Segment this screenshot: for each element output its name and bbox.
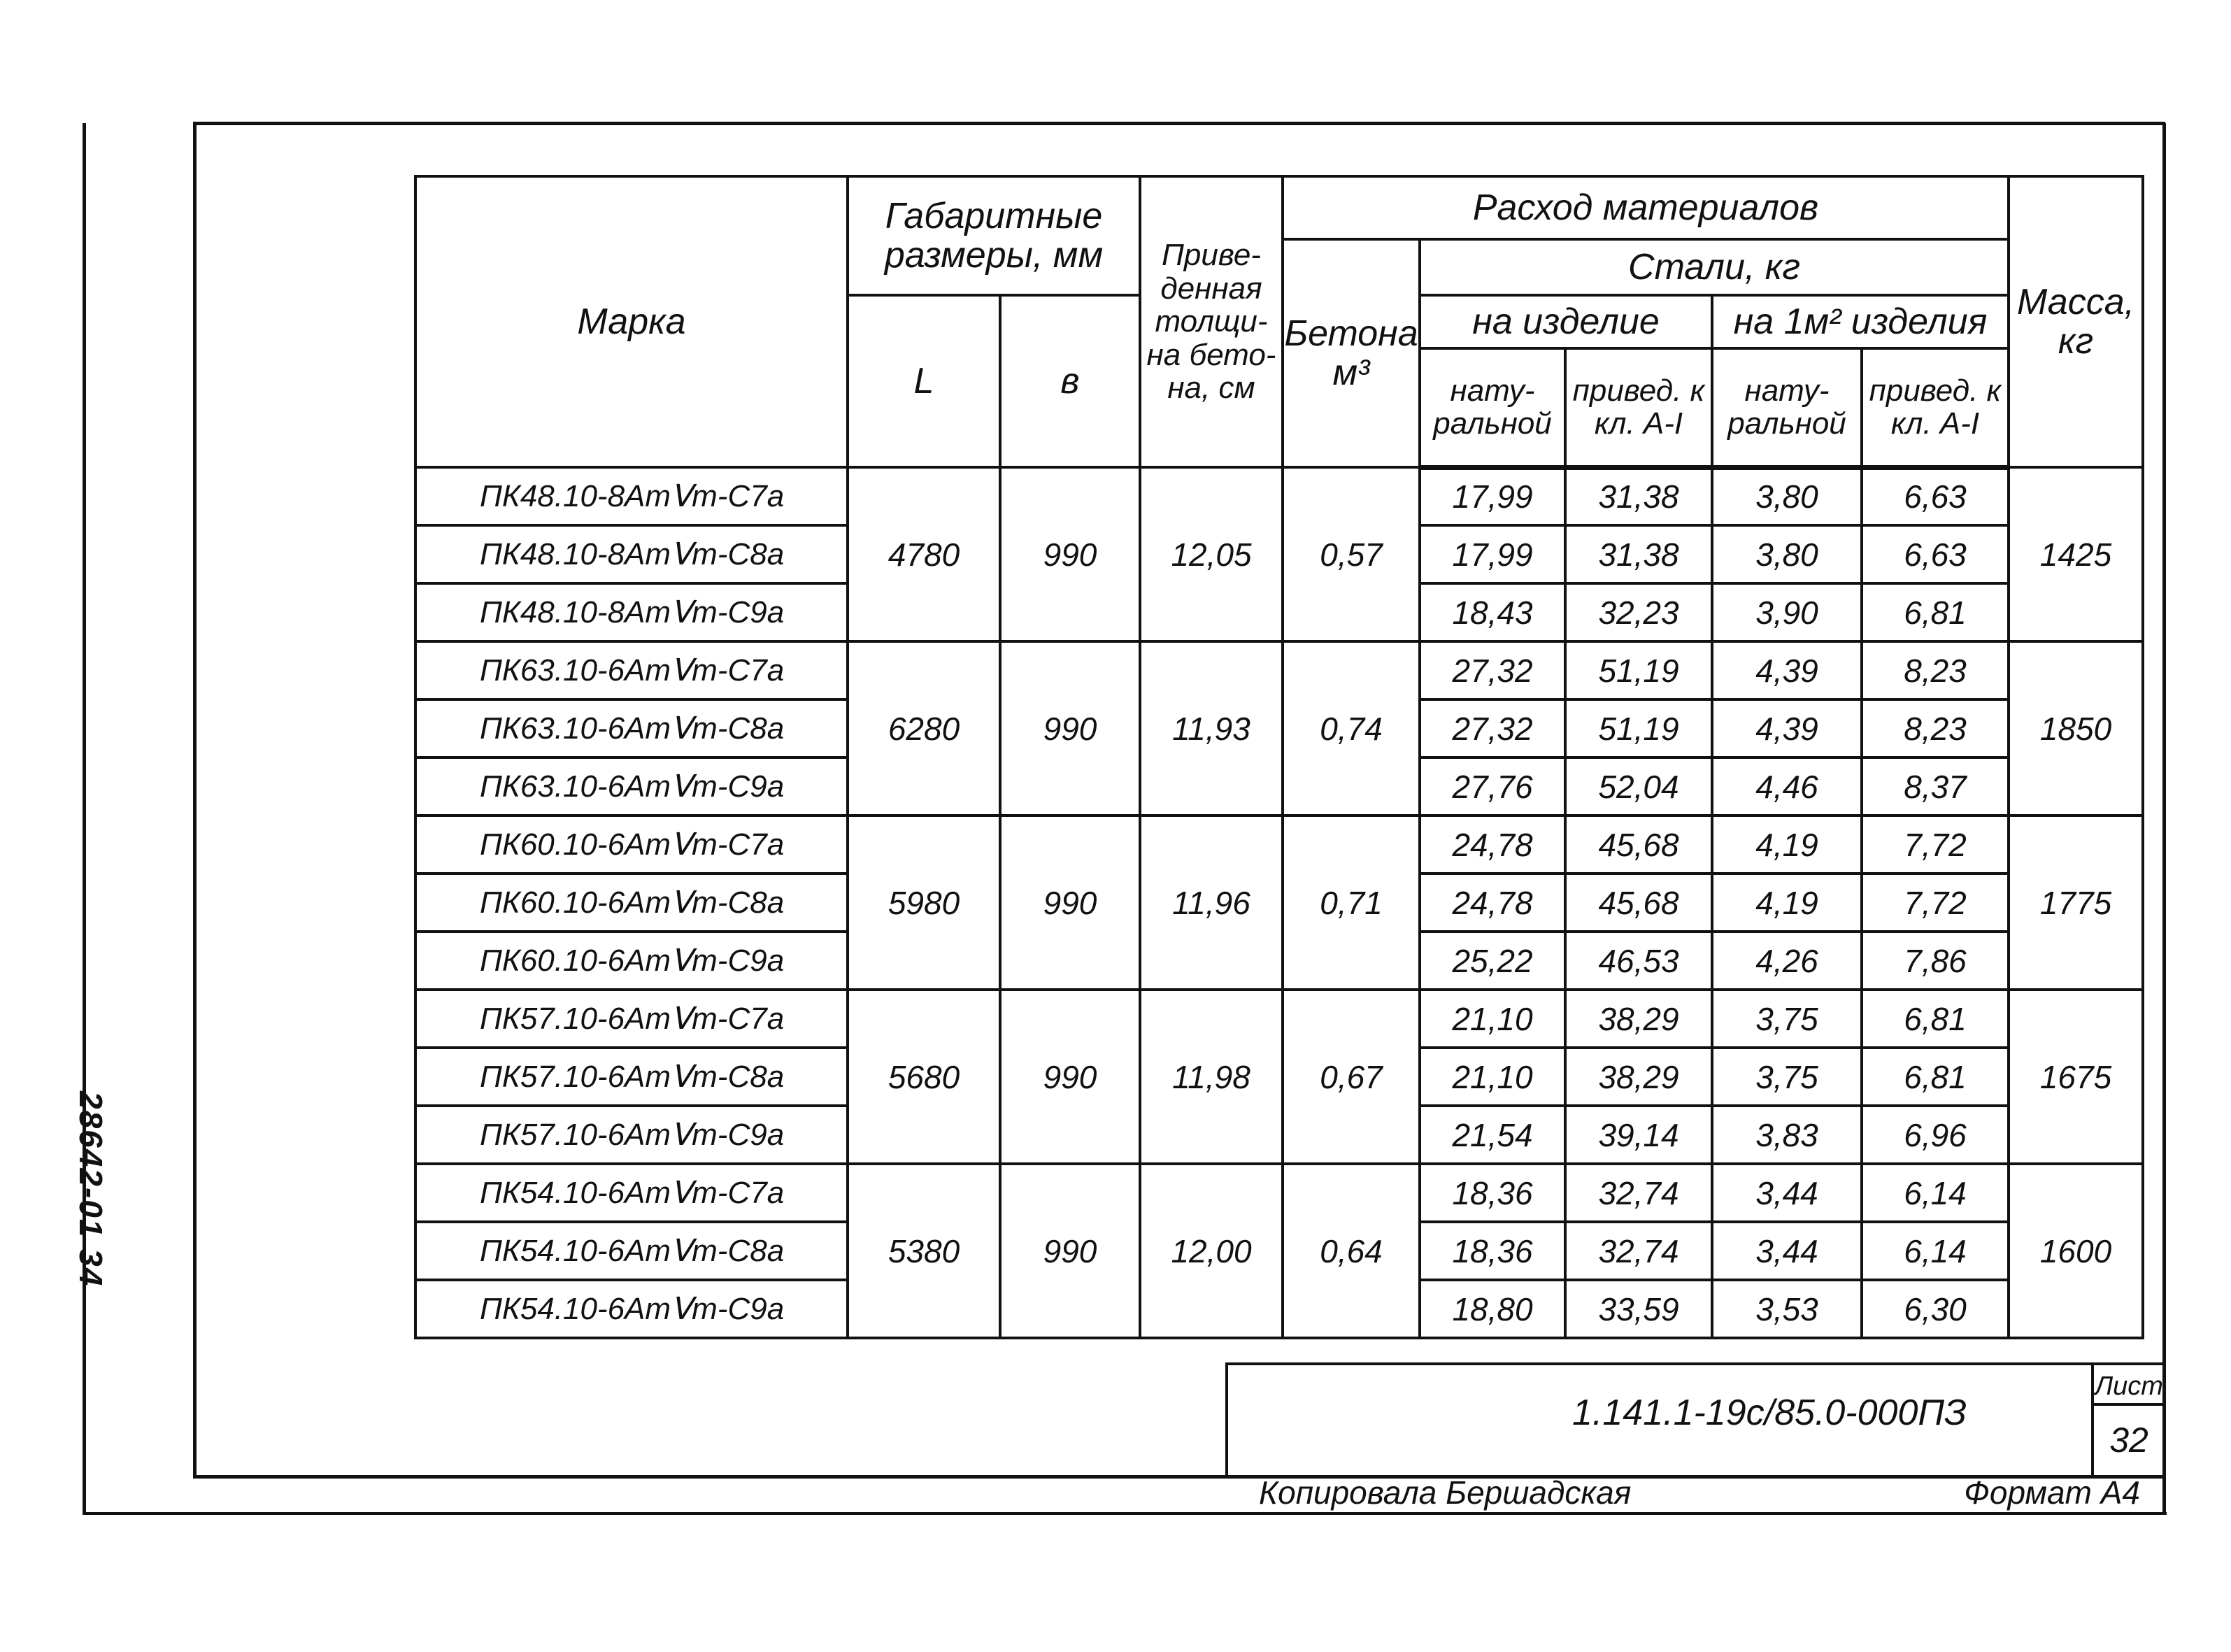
cell-m2-reduced: 6,81	[1862, 583, 2009, 641]
document-code: 1.141.1-19с/85.0-000ПЗ	[1572, 1393, 1967, 1433]
cell-mark: ПК54.10-6АтⅤт-С8а	[415, 1222, 848, 1280]
cell-m2-reduced: 6,14	[1862, 1222, 2009, 1280]
header-mark: Марка	[415, 176, 848, 467]
header-reduced-m2: привед. к кл. A-I	[1862, 348, 2009, 467]
cell-steel-reduced: 32,23	[1565, 583, 1712, 641]
cell-m2-reduced: 6,14	[1862, 1164, 2009, 1222]
header-materials: Расход материалов	[1283, 176, 2009, 239]
cell-m2-natural: 4,39	[1712, 699, 1862, 757]
cell-mark: ПК57.10-6АтⅤт-С9а	[415, 1106, 848, 1164]
cell-steel-reduced: 38,29	[1565, 990, 1712, 1048]
cell-thickness: 11,93	[1140, 641, 1283, 816]
cell-mark: ПК60.10-6АтⅤт-С7а	[415, 816, 848, 874]
cell-mass: 1775	[2009, 816, 2143, 990]
cell-concrete: 0,67	[1283, 990, 1420, 1164]
cell-m2-reduced: 6,81	[1862, 990, 2009, 1048]
cell-steel-reduced: 45,68	[1565, 816, 1712, 874]
cell-m2-natural: 4,26	[1712, 932, 1862, 990]
cell-mark: ПК57.10-6АтⅤт-С8а	[415, 1048, 848, 1106]
cell-steel-reduced: 46,53	[1565, 932, 1712, 990]
cell-mass: 1425	[2009, 467, 2143, 641]
cell-m2-reduced: 6,96	[1862, 1106, 2009, 1164]
sheet-frame-right	[2162, 123, 2166, 1515]
cell-steel-reduced: 33,59	[1565, 1280, 1712, 1338]
header-width: в	[1000, 295, 1140, 467]
cell-m2-reduced: 6,63	[1862, 467, 2009, 525]
cell-mark: ПК63.10-6АтⅤт-С9а	[415, 757, 848, 816]
cell-thickness: 12,00	[1140, 1164, 1283, 1338]
format-label: Формат А4	[1964, 1474, 2140, 1511]
header-natural-m2: нату-ральной	[1712, 348, 1862, 467]
cell-width: 990	[1000, 990, 1140, 1164]
cell-length: 6280	[848, 641, 1000, 816]
cell-steel-reduced: 51,19	[1565, 641, 1712, 699]
cell-steel-natural: 18,43	[1420, 583, 1565, 641]
cell-thickness: 11,98	[1140, 990, 1283, 1164]
cell-steel-natural: 25,22	[1420, 932, 1565, 990]
cell-steel-natural: 21,10	[1420, 1048, 1565, 1106]
table-row	[415, 816, 2143, 874]
cell-m2-natural: 3,90	[1712, 583, 1862, 641]
header-reduced-item: привед. к кл. A-I	[1565, 348, 1712, 467]
cell-width: 990	[1000, 467, 1140, 641]
cell-steel-natural: 17,99	[1420, 467, 1565, 525]
cell-m2-natural: 3,44	[1712, 1164, 1862, 1222]
cell-steel-natural: 21,54	[1420, 1106, 1565, 1164]
cell-thickness: 11,96	[1140, 816, 1283, 990]
cell-steel-natural: 27,32	[1420, 699, 1565, 757]
binding-margin-line	[83, 123, 86, 1515]
cell-steel-natural: 27,76	[1420, 757, 1565, 816]
cell-length: 5380	[848, 1164, 1000, 1338]
cell-length: 5680	[848, 990, 1000, 1164]
cell-m2-natural: 3,83	[1712, 1106, 1862, 1164]
header-per-item: на изделие	[1420, 295, 1712, 348]
inventory-number: 28642-01 34	[73, 1091, 109, 1288]
cell-width: 990	[1000, 816, 1140, 990]
cell-m2-natural: 4,39	[1712, 641, 1862, 699]
table-row	[415, 467, 2143, 525]
cell-steel-reduced: 52,04	[1565, 757, 1712, 816]
cell-steel-reduced: 38,29	[1565, 1048, 1712, 1106]
cell-length: 5980	[848, 816, 1000, 990]
cell-steel-reduced: 51,19	[1565, 699, 1712, 757]
cell-m2-natural: 3,80	[1712, 525, 1862, 583]
cell-concrete: 0,74	[1283, 641, 1420, 816]
copied-by-note: Копировала Бершадская	[1259, 1474, 1632, 1511]
cell-mass: 1600	[2009, 1164, 2143, 1338]
cell-steel-natural: 21,10	[1420, 990, 1565, 1048]
cell-steel-natural: 18,36	[1420, 1222, 1565, 1280]
cell-steel-natural: 24,78	[1420, 816, 1565, 874]
cell-m2-reduced: 7,72	[1862, 874, 2009, 932]
cell-steel-natural: 27,32	[1420, 641, 1565, 699]
cell-m2-reduced: 6,30	[1862, 1280, 2009, 1338]
cell-concrete: 0,57	[1283, 467, 1420, 641]
header-thickness: Приве-денная толщи-на бето-на, см	[1140, 176, 1283, 467]
header-mass: Масса, кг	[2009, 176, 2143, 467]
cell-m2-reduced: 6,81	[1862, 1048, 2009, 1106]
sheet-bottom-line	[83, 1512, 2167, 1515]
cell-m2-natural: 3,75	[1712, 1048, 1862, 1106]
sheet-number: 32	[2109, 1420, 2148, 1460]
cell-m2-reduced: 8,37	[1862, 757, 2009, 816]
cell-m2-natural: 3,44	[1712, 1222, 1862, 1280]
cell-steel-reduced: 39,14	[1565, 1106, 1712, 1164]
cell-length: 4780	[848, 467, 1000, 641]
cell-m2-natural: 4,19	[1712, 874, 1862, 932]
cell-width: 990	[1000, 1164, 1140, 1338]
cell-mark: ПК54.10-6АтⅤт-С9а	[415, 1280, 848, 1338]
cell-m2-reduced: 8,23	[1862, 699, 2009, 757]
materials-table	[414, 175, 2144, 1339]
cell-mark: ПК48.10-8АтⅤт-С9а	[415, 583, 848, 641]
cell-mark: ПК60.10-6АтⅤт-С8а	[415, 874, 848, 932]
cell-steel-natural: 18,36	[1420, 1164, 1565, 1222]
cell-mass: 1675	[2009, 990, 2143, 1164]
header-concrete: Бетона м³	[1283, 239, 1420, 467]
cell-concrete: 0,71	[1283, 816, 1420, 990]
cell-thickness: 12,05	[1140, 467, 1283, 641]
cell-steel-reduced: 32,74	[1565, 1222, 1712, 1280]
cell-width: 990	[1000, 641, 1140, 816]
header-per-m2: на 1м² изделия	[1712, 295, 2009, 348]
cell-mark: ПК57.10-6АтⅤт-С7а	[415, 990, 848, 1048]
cell-m2-reduced: 7,86	[1862, 932, 2009, 990]
sheet-label: Лист	[2094, 1367, 2164, 1406]
cell-mark: ПК63.10-6АтⅤт-С8а	[415, 699, 848, 757]
cell-mark: ПК63.10-6АтⅤт-С7а	[415, 641, 848, 699]
cell-steel-natural: 18,80	[1420, 1280, 1565, 1338]
cell-steel-reduced: 31,38	[1565, 467, 1712, 525]
header-length: L	[848, 295, 1000, 467]
cell-mark: ПК60.10-6АтⅤт-С9а	[415, 932, 848, 990]
cell-m2-natural: 4,19	[1712, 816, 1862, 874]
cell-m2-natural: 4,46	[1712, 757, 1862, 816]
cell-m2-natural: 3,75	[1712, 990, 1862, 1048]
cell-mark: ПК48.10-8АтⅤт-С8а	[415, 525, 848, 583]
cell-m2-reduced: 8,23	[1862, 641, 2009, 699]
cell-m2-natural: 3,80	[1712, 467, 1862, 525]
header-dimensions: Габаритные размеры, мм	[848, 176, 1140, 295]
cell-m2-reduced: 7,72	[1862, 816, 2009, 874]
cell-m2-natural: 3,53	[1712, 1280, 1862, 1338]
cell-steel-reduced: 31,38	[1565, 525, 1712, 583]
table-row	[415, 641, 2143, 699]
cell-mark: ПК48.10-8АтⅤт-С7а	[415, 467, 848, 525]
cell-steel-reduced: 45,68	[1565, 874, 1712, 932]
cell-steel-reduced: 32,74	[1565, 1164, 1712, 1222]
table-row	[415, 1164, 2143, 1222]
cell-steel-natural: 17,99	[1420, 525, 1565, 583]
cell-m2-reduced: 6,63	[1862, 525, 2009, 583]
cell-mass: 1850	[2009, 641, 2143, 816]
cell-steel-natural: 24,78	[1420, 874, 1565, 932]
cell-concrete: 0,64	[1283, 1164, 1420, 1338]
header-steel: Стали, кг	[1420, 239, 2009, 295]
header-natural-item: нату-ральной	[1420, 348, 1565, 467]
cell-mark: ПК54.10-6АтⅤт-С7а	[415, 1164, 848, 1222]
table-row	[415, 990, 2143, 1048]
